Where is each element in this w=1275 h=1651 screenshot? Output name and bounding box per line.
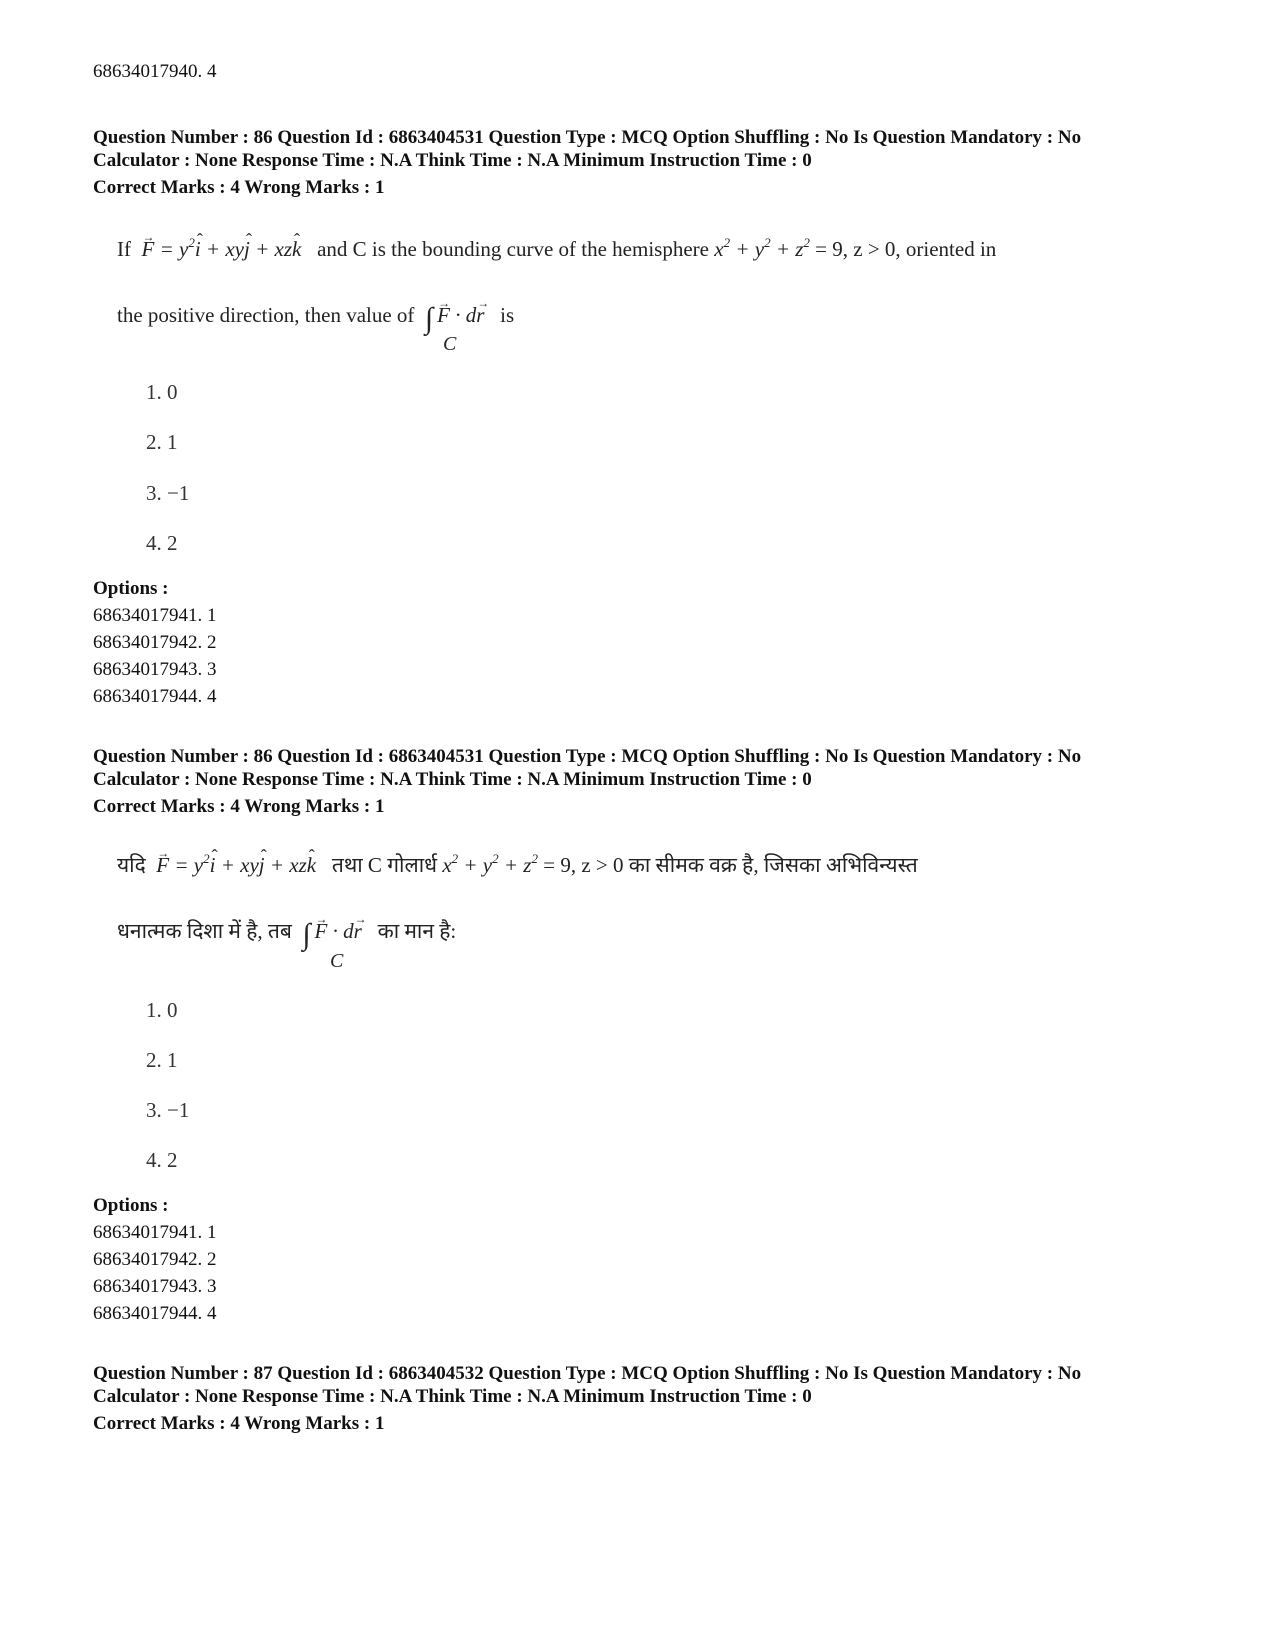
choice-4: 4. 2 xyxy=(146,1148,178,1172)
question-text-line1 xyxy=(117,852,918,878)
choice-4: 4. 2 xyxy=(146,531,178,555)
choice-1: 1. 0 xyxy=(146,380,178,404)
option-id-1: 68634017941. 1 xyxy=(93,605,217,626)
question-condition: = 9, z > 0, oriented in xyxy=(815,237,997,261)
option-id-2: 68634017942. 2 xyxy=(93,632,217,653)
integral-symbol: ∫ xyxy=(424,302,434,335)
question-header-line2: Calculator : None Response Time : N.A Think Time : N.A Minimum Instruction Time : 0 xyxy=(93,769,812,790)
options-label: Options : xyxy=(93,1195,169,1216)
question-header-line1: Question Number : 86 Question Id : 6863404531 Question Type : MCQ Option Shuffling : No Is Question Mandatory : No xyxy=(93,127,1082,148)
question-prefix: यदि xyxy=(117,853,146,877)
choice-3: 3. −1 xyxy=(146,481,190,505)
hemisphere-equation: $x^2 + y^2 + z^2$ xyxy=(714,235,810,261)
option-id-1: 68634017941. 1 xyxy=(93,1222,217,1243)
choice-1: 1. 0 xyxy=(146,998,178,1022)
question-text-line2 xyxy=(117,918,457,951)
option-id-3: 68634017943. 3 xyxy=(93,1276,217,1297)
question-marks: Correct Marks : 4 Wrong Marks : 1 xyxy=(93,796,385,817)
vector-field-formula: → $F = y^2ˆ$ i + xyˆ j + xzˆ k xyxy=(142,237,302,261)
option-id-2: 68634017942. 2 xyxy=(93,1249,217,1270)
vector-field-formula: → $F = y^2ˆ$ i + xyˆ j + xzˆ k xyxy=(156,853,316,877)
option-id-4: 68634017944. 4 xyxy=(93,1303,217,1324)
choice-2: 2. 1 xyxy=(146,430,178,454)
question-text-line2 xyxy=(117,302,515,335)
question-mid: and C is the bounding curve of the hemisphere xyxy=(317,237,709,261)
hemisphere-equation: $x^2 + y^2 + z^2$ xyxy=(442,851,538,877)
question-line2-a: धनात्मक दिशा में है, तब xyxy=(117,919,292,943)
option-id-3: 68634017943. 3 xyxy=(93,659,217,680)
question-prefix: If xyxy=(117,237,131,261)
question-text-line1 xyxy=(117,236,996,262)
question-header-line2: Calculator : None Response Time : N.A Think Time : N.A Minimum Instruction Time : 0 xyxy=(93,1386,812,1407)
question-line2-b: का मान है: xyxy=(377,919,457,943)
question-header-line1: Question Number : 87 Question Id : 6863404532 Question Type : MCQ Option Shuffling : No Is Question Mandatory : No xyxy=(93,1363,1082,1384)
option-id-4: 68634017944. 4 xyxy=(93,686,217,707)
top-option-line: 68634017940. 4 xyxy=(93,61,217,82)
question-header-line2: Calculator : None Response Time : N.A Think Time : N.A Minimum Instruction Time : 0 xyxy=(93,150,812,171)
choice-2: 2. 1 xyxy=(146,1048,178,1072)
line-integral-expression: → F · d→ r xyxy=(315,919,362,943)
question-mid: तथा C गोलार्ध xyxy=(331,853,438,877)
integral-symbol: ∫ xyxy=(302,918,311,951)
choice-3: 3. −1 xyxy=(146,1098,190,1122)
integral-subscript: C xyxy=(330,950,344,972)
options-label: Options : xyxy=(93,578,169,599)
question-line2-a: the positive direction, then value of xyxy=(117,303,415,327)
question-header-line1: Question Number : 86 Question Id : 6863404531 Question Type : MCQ Option Shuffling : No Is Question Mandatory : No xyxy=(93,746,1082,767)
question-marks: Correct Marks : 4 Wrong Marks : 1 xyxy=(93,1413,385,1434)
question-condition: = 9, z > 0 का सीमक वक्र है, जिसका अभिविन्यस्त xyxy=(543,853,918,877)
question-marks: Correct Marks : 4 Wrong Marks : 1 xyxy=(93,177,385,198)
line-integral-expression: → F · d→ r xyxy=(437,303,484,327)
question-line2-b: is xyxy=(500,303,515,327)
integral-subscript: C xyxy=(443,333,457,355)
